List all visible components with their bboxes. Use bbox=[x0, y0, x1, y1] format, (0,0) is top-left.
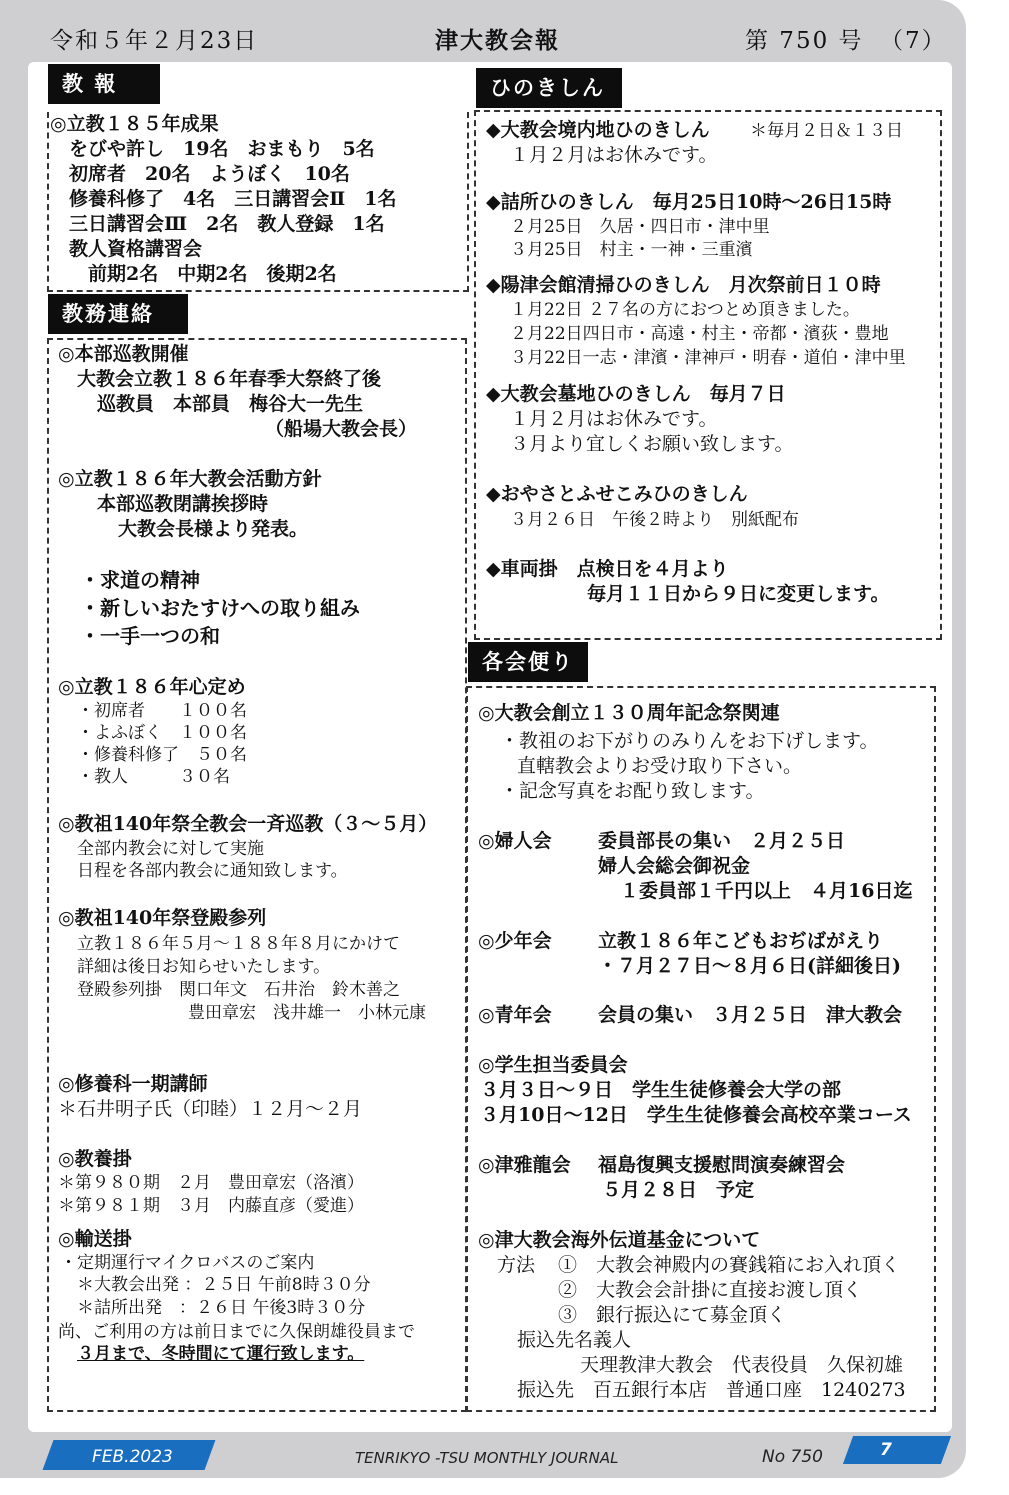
kyomu-policy: ・新しいおたすけへの取り組み bbox=[80, 596, 360, 620]
kakukai-heading: ◎学生担当委員会 bbox=[478, 1054, 628, 1076]
kyomu-line: 立教１８６年５月～１８８年８月にかけて bbox=[77, 934, 400, 954]
kyomu-line: ＊第９８０期 ２月 豊田章宏（洛濱） bbox=[58, 1173, 364, 1193]
kyomu-line: ・定期運行マイクロバスのご案内 bbox=[60, 1253, 315, 1273]
kakukai-heading: ◎大教会創立１３０周年記念祭関連 bbox=[478, 702, 780, 724]
kakukai-line: ３月10日～12日 学生生徒修養会高校卒業コース bbox=[480, 1104, 912, 1126]
kyomu-line: ３月まで、冬時間にて運行致します。 bbox=[77, 1344, 365, 1364]
hinokishin-line: １月２月はお休みです。 bbox=[510, 408, 718, 430]
kakukai-line: 振込先 百五銀行本店 普通口座 1240273 bbox=[517, 1379, 906, 1401]
kyomu-line: ・よふぼく １００名 bbox=[77, 723, 247, 743]
kakukai-line: ① 大教会神殿内の賽銭箱にお入れ頂く bbox=[558, 1254, 901, 1276]
page-number: （7） bbox=[880, 28, 947, 54]
kyomu-line: ＊石井明子氏（印睦）１２月～２月 bbox=[58, 1098, 363, 1120]
section-title-kyomu: 教務連絡 bbox=[48, 294, 188, 334]
kyomu-heading: ◎立教１８６年心定め bbox=[58, 676, 246, 698]
kyoho-line: ◎立教１８５年成果 bbox=[50, 113, 219, 135]
kyomu-heading: ◎教祖140年祭全教会一斉巡教（３～５月） bbox=[58, 813, 438, 835]
kakukai-line: ・７月２７日～８月６日(詳細後日) bbox=[598, 955, 901, 977]
hinokishin-heading: ◆おやさとふせこみひのきしん bbox=[486, 483, 748, 505]
kyomu-line: ＊大教会出発 ：２５日 午前8時３０分 bbox=[77, 1275, 371, 1295]
kakukai-line: ５月２８日 予定 bbox=[602, 1179, 755, 1201]
newsletter-title: 津大教会報 bbox=[435, 27, 560, 54]
kyomu-heading: ◎教祖140年祭登殿参列 bbox=[58, 907, 267, 929]
hinokishin-line: ３月より宜しくお願い致します。 bbox=[510, 433, 794, 455]
kyoho-line: 三日講習会Ⅲ 2名 教人登録 1名 bbox=[50, 213, 385, 235]
kyomu-line: 大教会立教１８６年春季大祭終了後 bbox=[77, 368, 382, 390]
kakukai-heading: ◎津大教会海外伝道基金について bbox=[478, 1229, 761, 1251]
kakukai-line: 方法 bbox=[497, 1254, 536, 1276]
hinokishin-line: ３月22日一志・津濱・津神戸・明春・道伯・津中里 bbox=[510, 348, 906, 368]
footer-page-bar bbox=[843, 1436, 951, 1464]
kyomu-line: 全部内教会に対して実施 bbox=[77, 839, 264, 859]
footer-journal: TENRIKYO -TSU MONTHLY JOURNAL bbox=[355, 1449, 619, 1467]
issue-number: 第 750 号 bbox=[745, 28, 864, 54]
hinokishin-heading: ◆大教会境内地ひのきしん bbox=[486, 119, 710, 141]
hinokishin-line: 毎月１１日から９日に変更します。 bbox=[587, 583, 890, 605]
kyomu-line: ・初席者 １００名 bbox=[77, 701, 247, 721]
kyomu-line: 本部巡教閉講挨拶時 bbox=[97, 493, 269, 515]
kakukai-line: ② 大教会会計掛に直接お渡し頂く bbox=[558, 1279, 863, 1301]
footer-month: FEB.2023 bbox=[92, 1447, 173, 1467]
kyomu-line: 巡教員 本部員 梅谷大一先生 bbox=[97, 393, 364, 415]
hinokishin-line: １月22日 ２７名の方におつとめ頂きました。 bbox=[510, 300, 860, 320]
kakukai-heading: ◎少年会 bbox=[478, 930, 552, 952]
hinokishin-line: ３月２６日 午後２時より 別紙配布 bbox=[510, 510, 799, 530]
kyoho-line: 教人資格講習会 bbox=[50, 238, 203, 260]
kyomu-line: 尚、ご利用の方は前日までに久保朗雄役員まで bbox=[58, 1322, 415, 1342]
kakukai-line: 委員部長の集い ２月２５日 bbox=[598, 830, 846, 852]
footer-number: No 750 bbox=[762, 1447, 823, 1467]
footer-page: 7 bbox=[880, 1440, 892, 1460]
hinokishin-heading: ◆車両掛 点検日を４月より bbox=[486, 558, 729, 580]
kakukai-heading: ◎津雅龍会 bbox=[478, 1154, 571, 1176]
hinokishin-line: ２月22日四日市・高遠・村主・帝都・濱荻・豊地 bbox=[510, 324, 889, 344]
kyomu-heading: ◎輸送掛 bbox=[58, 1228, 132, 1250]
kyomu-line: 詳細は後日お知らせいたします。 bbox=[77, 957, 331, 977]
kyomu-line: ・修養科修了 ５０名 bbox=[77, 745, 247, 765]
hinokishin-heading: ◆陽津会館清掃ひのきしん 月次祭前日１０時 bbox=[486, 274, 881, 296]
kyoho-line: をびや許し 19名 おまもり 5名 bbox=[50, 138, 375, 160]
kakukai-line: 直轄教会よりお受け取り下さい。 bbox=[517, 755, 803, 777]
kakukai-line: 婦人会総会御祝金 bbox=[598, 855, 751, 877]
kyomu-line: 大教会長様より発表。 bbox=[118, 518, 309, 540]
kakukai-heading: ◎青年会 bbox=[478, 1004, 552, 1026]
kyomu-line: （船場大教会長） bbox=[265, 418, 418, 440]
kakukai-line: ・記念写真をお配り致します。 bbox=[500, 780, 765, 802]
section-title-kakukai: 各会便り bbox=[468, 642, 588, 682]
kyomu-line: 登殿参列掛 関口年文 石井治 鈴木善之 bbox=[77, 980, 400, 1000]
hinokishin-heading: ◆詰所ひのきしん 毎月25日10時～26日15時 bbox=[486, 191, 892, 213]
section-title-kyoho: 教 報 bbox=[48, 64, 160, 104]
hinokishin-heading: ◆大教会墓地ひのきしん 毎月７日 bbox=[486, 383, 786, 405]
kyoho-line: 修養科修了 4名 三日講習会Ⅱ 1名 bbox=[50, 188, 397, 210]
section-title-hinokishin: ひのきしん bbox=[476, 68, 622, 108]
kyomu-policy: ・求道の精神 bbox=[80, 568, 200, 592]
kakukai-line: ３月３日～９日 学生生徒修養会大学の部 bbox=[480, 1079, 842, 1101]
kyomu-policy: ・一手一つの和 bbox=[80, 624, 220, 648]
kakukai-line: ・教祖のお下がりのみりんをお下げします。 bbox=[500, 730, 879, 752]
kakukai-line: 振込先名義人 bbox=[517, 1329, 632, 1351]
hinokishin-line: ２月25日 久居・四日市・津中里 bbox=[510, 217, 770, 237]
issue-date: 令和５年２月23日 bbox=[50, 28, 259, 54]
kyoho-line: 前期2名 中期2名 後期2名 bbox=[50, 263, 337, 285]
kakukai-line: １委員部１千円以上 ４月16日迄 bbox=[620, 880, 913, 902]
kakukai-line: 立教１８６年こどもおぢばがえり bbox=[598, 930, 884, 952]
kakukai-line: ③ 銀行振込にて募金頂く bbox=[558, 1304, 787, 1326]
hinokishin-line: ３月25日 村主・一神・三重濱 bbox=[510, 240, 753, 260]
kakukai-line: 天理教津大教会 代表役員 久保初雄 bbox=[580, 1354, 904, 1376]
kakukai-line: 会員の集い ３月２５日 津大教会 bbox=[598, 1004, 903, 1026]
hinokishin-line: ＊毎月２日＆１３日 bbox=[750, 121, 903, 141]
kyomu-heading: ◎本部巡教開催 bbox=[58, 343, 189, 365]
kyomu-line: ＊第９８１期 ３月 内藤直彦（愛進） bbox=[58, 1196, 364, 1216]
kyomu-line: ＊詰所出発 ：２６日 午後3時３０分 bbox=[77, 1298, 366, 1318]
kyomu-line: ・教人 ３０名 bbox=[77, 767, 230, 787]
kyomu-line: 日程を各部内教会に通知致します。 bbox=[77, 861, 348, 881]
kyomu-heading: ◎教養掛 bbox=[58, 1148, 132, 1170]
hinokishin-line: １月２月はお休みです。 bbox=[510, 144, 718, 166]
kyoho-line: 初席者 20名 ようぼく 10名 bbox=[50, 163, 350, 185]
kakukai-heading: ◎婦人会 bbox=[478, 830, 552, 852]
kyomu-heading: ◎修養科一期講師 bbox=[58, 1073, 208, 1095]
kyomu-line: 豊田章宏 浅井雄一 小林元康 bbox=[188, 1003, 426, 1023]
kyomu-heading: ◎立教１８６年大教会活動方針 bbox=[58, 468, 322, 490]
kakukai-line: 福島復興支援慰問演奏練習会 bbox=[598, 1154, 846, 1176]
